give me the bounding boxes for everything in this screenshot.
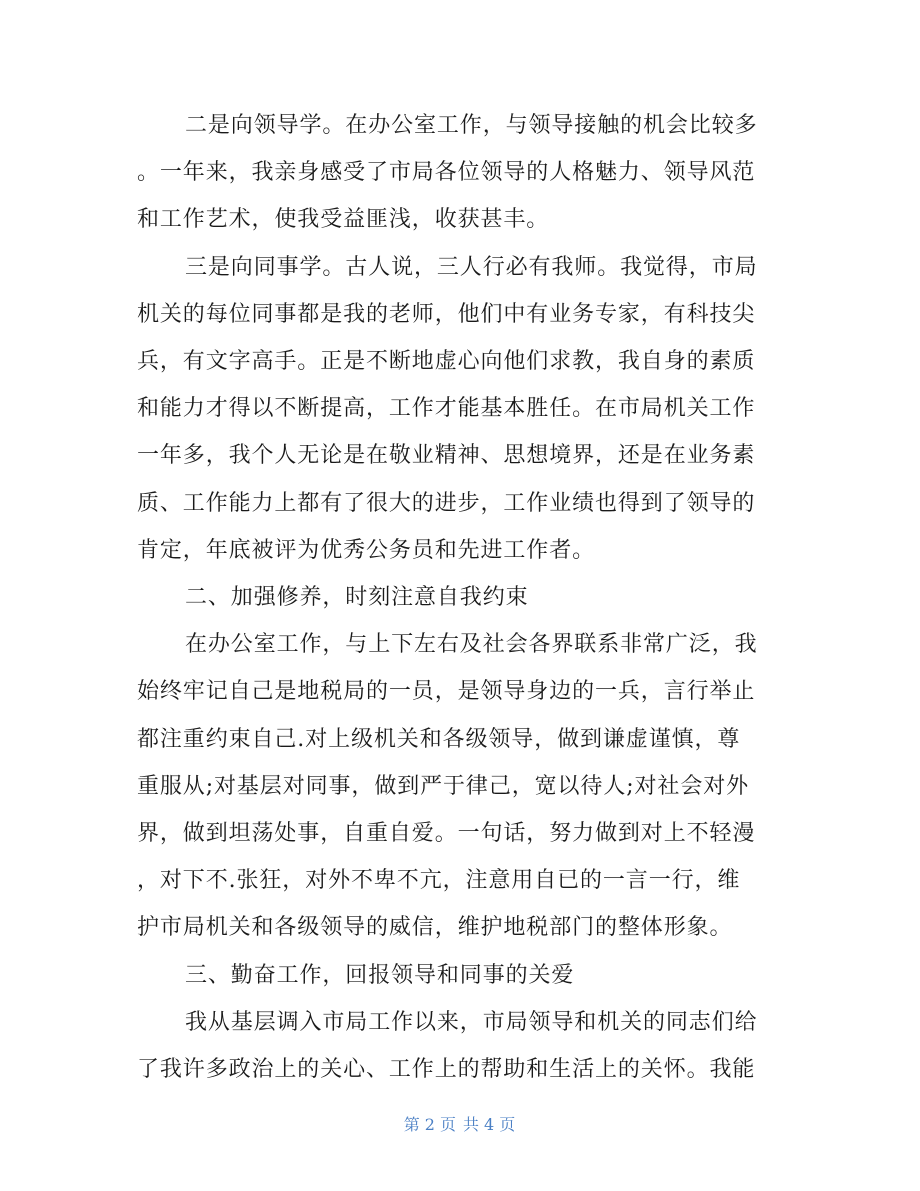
text-line: 机关的每位同事都是我的老师，他们中有业务专家，有科技尖 [137,301,756,327]
text-line: 和工作艺术，使我受益匪浅，收获甚丰。 [137,207,550,233]
text-line: 始终牢记自己是地税局的一员，是领导身边的一兵，言行举止 [137,679,756,705]
text-line: 一年多，我个人无论是在敬业精神、思想境界，还是在业务素 [137,443,756,469]
footer-page-number: 2 [424,1115,436,1134]
text-line: 二是向领导学。在办公室工作，与领导接触的机会比较多 [185,113,758,138]
text-line: 。一年来，我亲身感受了市局各位领导的人格魅力、领导风范 [137,160,756,186]
text-line: 重服从;对基层对同事，做到严于律己，宽以待人;对社会对外 [137,773,750,799]
text-line: ，对下不.张狂，对外不卑不亢，注意用自已的一言一行，维 [137,868,741,894]
footer-suffix: 页 [499,1115,517,1134]
footer-total-pages: 4 [484,1115,496,1134]
text-line: 都注重约束自己.对上级机关和各级领导，做到谦虚谨慎，尊 [137,726,741,752]
section-heading: 三、勤奋工作，回报领导和同事的关爱 [185,962,575,988]
page-footer [0,1112,920,1135]
text-line: 三是向同事学。古人说，三人行必有我师。我觉得，市局 [185,254,758,280]
footer-prefix: 第 [403,1115,421,1134]
text-line: 我从基层调入市局工作以来，市局领导和机关的同志们给 [185,1009,758,1035]
text-line: 界，做到坦荡处事，自重自爱。一句话，努力做到对上不轻漫 [137,821,756,847]
text-line: 了我许多政治上的关心、工作上的帮助和生活上的关怀。我能 [137,1057,756,1083]
text-line: 和能力才得以不断提高，工作才能基本胜任。在市局机关工作 [137,396,756,422]
text-line: 肯定，年底被评为优秀公务员和先进工作者。 [137,537,596,563]
text-line: 质、工作能力上都有了很大的进步，工作业绩也得到了领导的 [137,490,756,516]
footer-middle: 页 共 [439,1115,481,1134]
text-line: 护市局机关和各级领导的威信，维护地税部门的整体形象。 [137,915,733,941]
text-line: 兵，有文字高手。正是不断地虚心向他们求教，我自身的素质 [137,349,756,375]
text-line: 在办公室工作，与上下左右及社会各界联系非常广泛，我 [185,632,758,658]
section-heading: 二、加强修养，时刻注意自我约束 [185,585,529,611]
document-body [137,102,807,1093]
